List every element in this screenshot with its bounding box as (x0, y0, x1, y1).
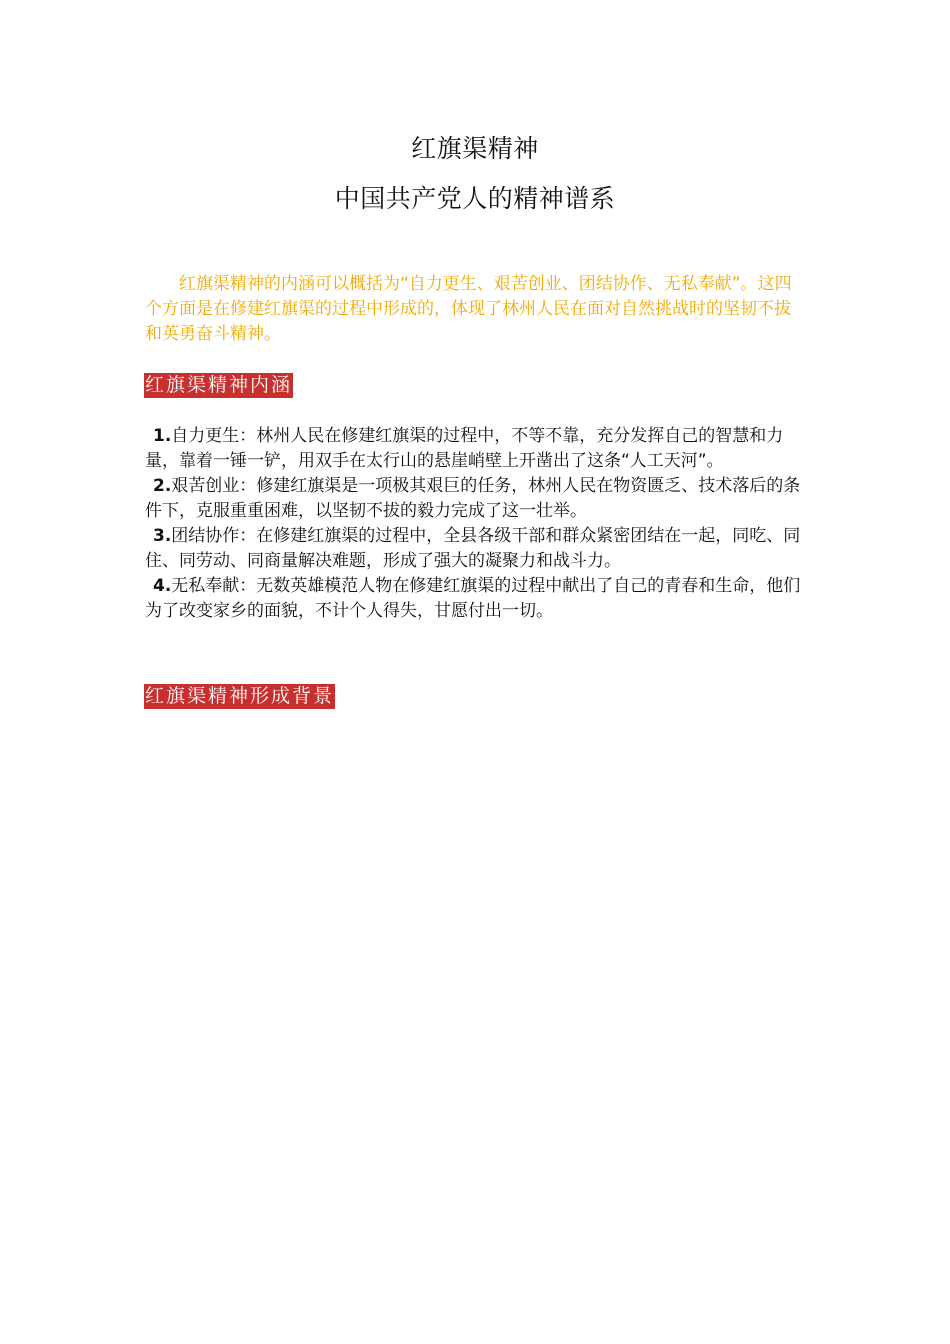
list-item (145, 524, 807, 574)
list-item-number: 1. (153, 426, 172, 446)
list-item (145, 574, 807, 624)
list-item-number: 3. (153, 526, 172, 546)
spirit-points-list (145, 424, 807, 624)
list-item (145, 474, 807, 524)
document-title: 红旗渠精神 (411, 134, 539, 163)
list-item-text: 无私奉献：无数英雄模范人物在修建红旗渠的过程中献出了自己的青春和生命，他们为了改变家乡的面貌，不计个人得失，甘愿付出一切。 (145, 576, 801, 621)
list-item (145, 424, 807, 474)
list-item-number: 2. (153, 476, 172, 496)
list-item-text: 自力更生：林州人民在修建红旗渠的过程中，不等不靠，充分发挥自己的智慧和力量，靠着一锤一铲，用双手在太行山的悬崖峭壁上开凿出了这条“人工天河”。 (145, 426, 784, 471)
list-item-number: 4. (153, 576, 172, 596)
list-item-text: 团结协作：在修建红旗渠的过程中，全县各级干部和群众紧密团结在一起，同吃、同住、同劳动、同商量解决难题，形成了强大的凝聚力和战斗力。 (145, 526, 801, 571)
section-heading-connotation: 红旗渠精神内涵 (145, 374, 293, 396)
intro-paragraph: 红旗渠精神的内涵可以概括为“自力更生、艰苦创业、团结协作、无私奉献”。这四个方面是在修建红旗渠的过程中形成的，体现了林州人民在面对自然挑战时的坚韧不拔和英勇奋斗精神。 (145, 274, 792, 344)
list-item-text: 艰苦创业：修建红旗渠是一项极其艰巨的任务，林州人民在物资匮乏、技术落后的条件下，克服重重困难，以坚韧不拔的毅力完成了这一壮举。 (145, 476, 801, 521)
document-subtitle: 中国共产党人的精神谱系 (334, 184, 616, 213)
section-heading-background: 红旗渠精神形成背景 (145, 685, 335, 707)
